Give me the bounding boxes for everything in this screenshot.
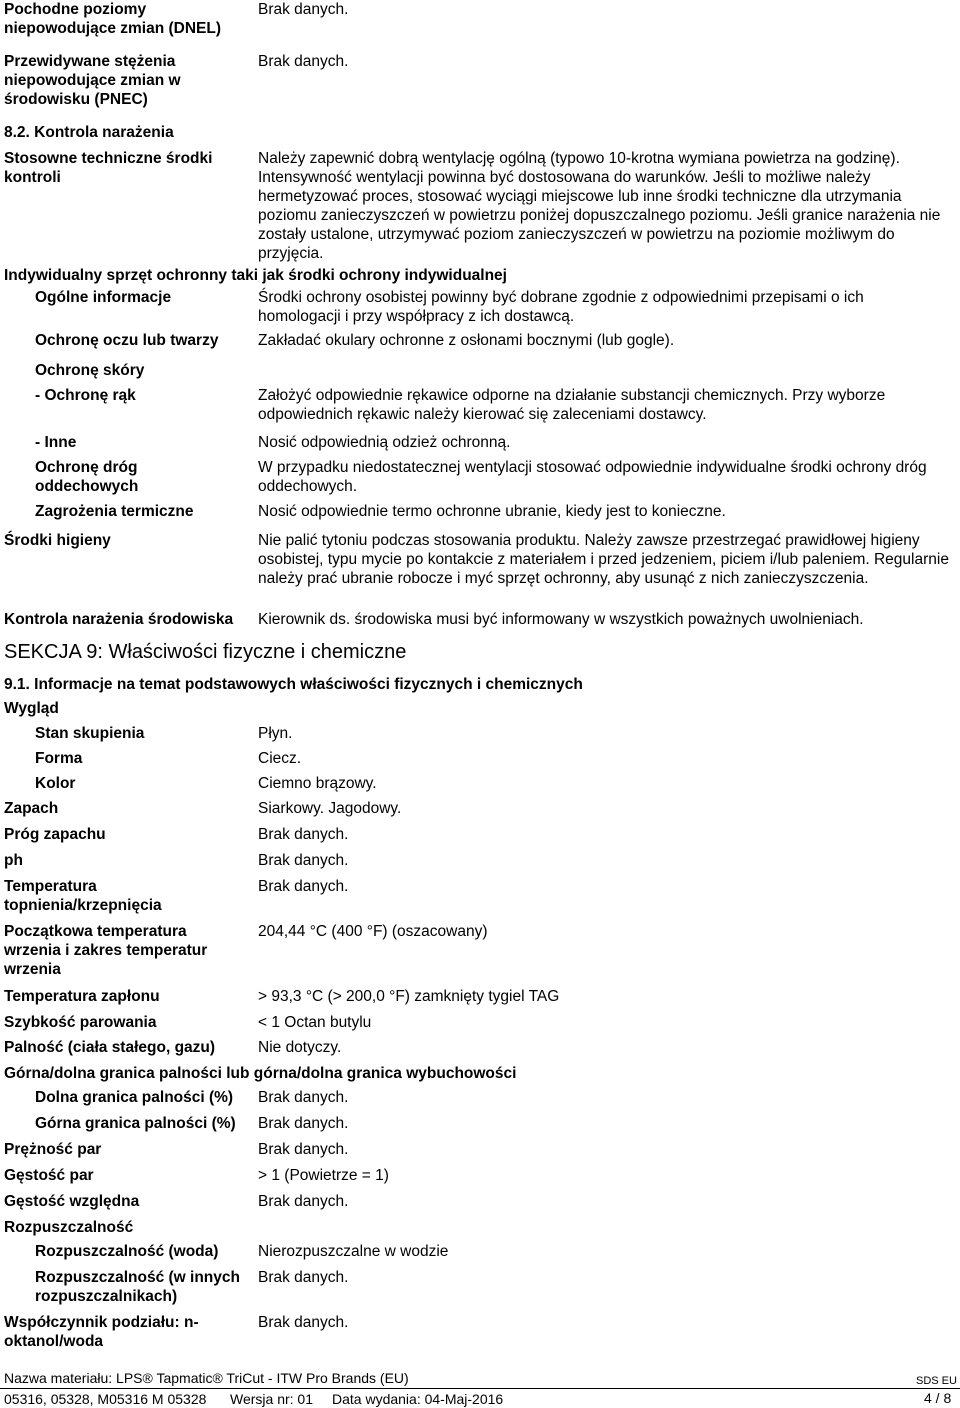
boiling-value: 204,44 °C (400 °F) (oszacowany) [258,923,488,940]
odor-label: Zapach [4,800,59,817]
relative-density-value: Brak danych. [258,1193,349,1210]
solubility-water-value: Nierozpuszczalne w wodzie [258,1243,449,1260]
solubility-label: Rozpuszczalność [4,1219,134,1236]
flammability-value: Nie dotyczy. [258,1039,342,1056]
melting-label: Temperatura topnienia/krzepnięcia [4,878,162,914]
hygiene-label: Środki higieny [4,532,111,549]
ppe-general-label: Ogólne informacje [35,289,172,306]
melting-value: Brak danych. [258,878,349,895]
dnel-value: Brak danych. [258,1,349,18]
env-control-value: Kierownik ds. środowiska musi być informowany w wszystkich poważnych uwolnieniach. [258,611,864,628]
vapor-density-label: Gęstość par [4,1167,94,1184]
solubility-other-label: Rozpuszczalność (w innych rozpuszczalnikach) [35,1269,240,1305]
engineering-label: Stosowne techniczne środki kontroli [4,150,213,186]
footer-page-number: 4 / 8 [924,1390,952,1406]
pnec-label: Przewidywane stężenia niepowodujące zmian w środowisku (PNEC) [4,53,181,108]
ppe-thermal-label: Zagrożenia termiczne [35,503,194,520]
odor-threshold-label: Próg zapachu [4,826,106,843]
ppe-thermal-value: Nosić odpowiednie termo ochronne ubranie, kiedy jest to konieczne. [258,503,726,520]
engineering-value: Należy zapewnić dobrą wentylację ogólną (typowo 10-krotna wymiana powietrza na godzinę). Intensywność wentylacji powinna być dostosowana do warunków. Jeśli to możliwe należy hermetyzować proces, stosować wyciągi miejscowe lub inne środki techniczne dla utrzymania poziomu zanieczyszczeń w powietrzu poniżej dopuszczalnego poziomu. Jeśli granice narażenia nie zostały ustalone, utrzymywać poziom zanieczyszczeń w powietrzu na poziomie możliwym do przyjęcia. [258,150,941,262]
ppe-eye-label: Ochronę oczu lub twarzy [35,332,219,349]
appearance-label: Wygląd [4,700,59,717]
ppe-hand-value: Założyć odpowiednie rękawice odporne na działanie substancji chemicznych. Przy wyborze odpowiednich rękawic należy kierować się zaleceniami dostawcy. [258,387,886,423]
odor-value: Siarkowy. Jagodowy. [258,800,402,817]
form-value: Ciecz. [258,750,302,767]
footer-rule [0,1388,960,1389]
solubility-water-label: Rozpuszczalność (woda) [35,1243,219,1260]
footer-material-name: Nazwa materiału: LPS® Tapmatic® TriCut - ITW Pro Brands (EU) [4,1370,409,1386]
lower-limit-value: Brak danych. [258,1089,349,1106]
flammability-label: Palność (ciała stałego, gazu) [4,1039,216,1056]
footer-codes: 05316, 05328, M05316 M 05328 [4,1391,207,1407]
ph-value: Brak danych. [258,852,349,869]
dnel-label: Pochodne poziomy niepowodujące zmian (DNEL) [4,1,222,37]
upper-limit-value: Brak danych. [258,1115,349,1132]
partition-label: Współczynnik podziału: n-oktanol/woda [4,1314,199,1350]
footer-date: Data wydania: 04-Maj-2016 [332,1391,504,1407]
ppe-respiratory-label: Ochronę dróg oddechowych [35,459,139,495]
form-label: Forma [35,750,83,767]
ppe-general-value: Środki ochrony osobistej powinny być dobrane zgodnie z odpowiednimi przepisami o ich homologacji i przy współpracy z ich dostawcą. [258,289,864,325]
upper-limit-label: Górna granica palności (%) [35,1115,236,1132]
evaporation-value: < 1 Octan butylu [258,1014,372,1031]
section-9-title: SEKCJA 9: Właściwości fizyczne i chemiczne [4,641,407,663]
hygiene-value: Nie palić tytoniu podczas stosowania produktu. Należy zawsze przestrzegać prawidłowej higieny osobistej, typu mycie po kontakcie z materiałem i przed jedzeniem, piciem i/lub paleniem. Regularnie należy prać ubranie robocze i myć sprzęt ochronny, aby usunąć z nich zanieczyszczenia. [258,532,949,587]
flash-value: > 93,3 °C (> 200,0 °F) zamknięty tygiel TAG [258,988,560,1005]
vapor-pressure-label: Prężność par [4,1141,102,1158]
state-label: Stan skupienia [35,725,145,742]
boiling-label: Początkowa temperatura wrzenia i zakres temperatur wrzenia [4,923,208,978]
subsection-8-2: 8.2. Kontrola narażenia [4,124,174,141]
partition-value: Brak danych. [258,1314,349,1331]
color-value: Ciemno brązowy. [258,775,377,792]
solubility-other-value: Brak danych. [258,1269,349,1286]
subsection-9-1: 9.1. Informacje na temat podstawowych właściwości fizycznych i chemicznych [4,676,583,693]
ph-label: ph [4,852,23,869]
state-value: Płyn. [258,725,293,742]
ppe-eye-value: Zakładać okulary ochronne z osłonami bocznymi (lub gogle). [258,332,675,349]
odor-threshold-value: Brak danych. [258,826,349,843]
ppe-respiratory-value: W przypadku niedostatecznej wentylacji stosować odpowiednie indywidualne środki ochrony dróg oddechowych. [258,459,927,495]
vapor-density-value: > 1 (Powietrze = 1) [258,1167,389,1184]
footer-version: Wersja nr: 01 [230,1391,313,1407]
color-label: Kolor [35,775,76,792]
ppe-other-value: Nosić odpowiednią odzież ochronną. [258,434,511,451]
footer-sds-label: SDS EU [916,1375,957,1387]
vapor-pressure-value: Brak danych. [258,1141,349,1158]
evaporation-label: Szybkość parowania [4,1014,157,1031]
ppe-header: Indywidualny sprzęt ochronny taki jak środki ochrony indywidualnej [4,267,507,284]
explosive-header: Górna/dolna granica palności lub górna/dolna granica wybuchowości [4,1065,517,1082]
ppe-other-label: - Inne [35,434,77,451]
flash-label: Temperatura zapłonu [4,988,160,1005]
ppe-hand-label: - Ochronę rąk [35,387,136,404]
lower-limit-label: Dolna granica palności (%) [35,1089,234,1106]
env-control-label: Kontrola narażenia środowiska [4,611,234,628]
ppe-skin-label: Ochronę skóry [35,362,145,379]
relative-density-label: Gęstość względna [4,1193,140,1210]
pnec-value: Brak danych. [258,53,349,70]
